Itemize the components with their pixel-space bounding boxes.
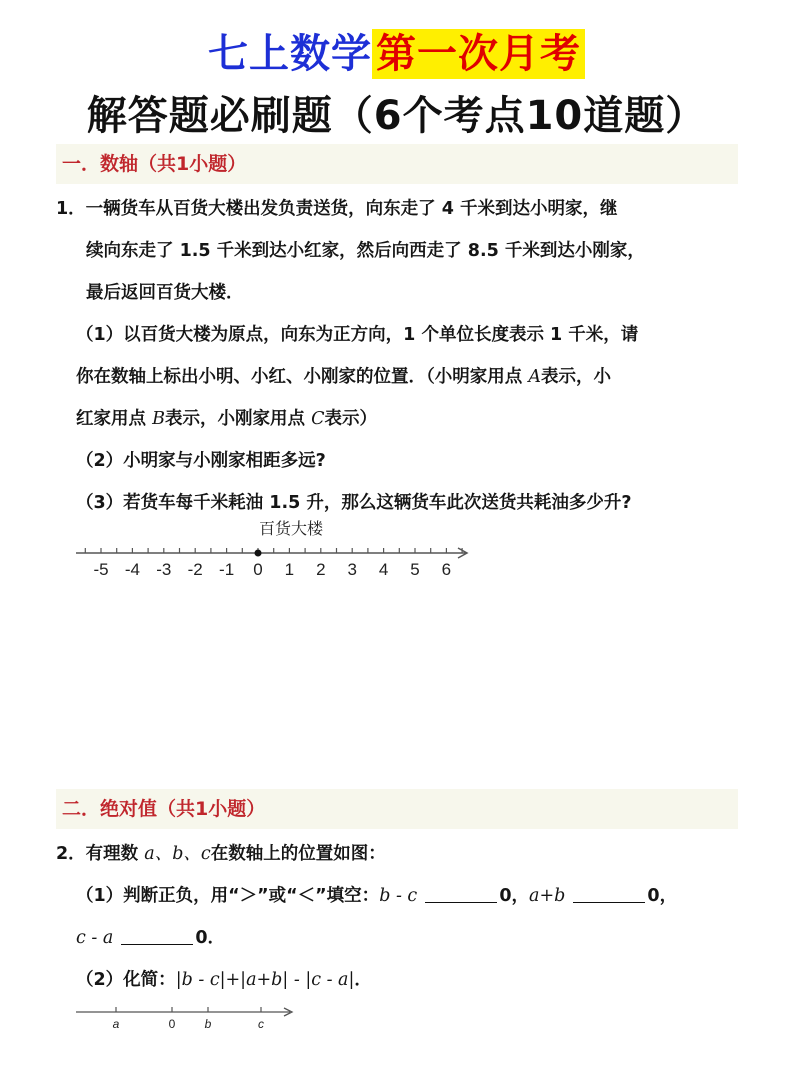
point-b-label: B	[152, 409, 165, 429]
tick-label: 4	[378, 560, 389, 579]
tick-label: -3	[156, 560, 172, 579]
q2-part1-line-2: c - a 0．	[76, 928, 226, 948]
origin-point	[255, 550, 262, 557]
section-title-number-line: 一．数轴（共1小题）	[62, 153, 247, 175]
tick-label: -4	[124, 560, 140, 579]
page-subtitle: 解答题必刷题（6个考点10道题）	[86, 93, 707, 139]
expr-b-minus-c: b - c	[379, 886, 418, 906]
answer-blank-2[interactable]	[573, 886, 645, 903]
tick-label: b	[204, 1017, 212, 1031]
q1-part3: （3）若货车每千米耗油 1.5 升，那么这辆货车此次送货共耗油多少升?	[76, 493, 632, 513]
q1-part1-line-2: 你在数轴上标出小明、小红、小刚家的位置．（小明家用点 A表示，小	[76, 367, 611, 387]
tick-label: 3	[347, 560, 357, 579]
point-c-label: C	[311, 409, 325, 429]
q2-part2: （2）化简：|b - c|+|a+b| - |c - a|．	[76, 970, 372, 990]
expr-c-minus-a: c - a	[76, 928, 114, 948]
expr-a-plus-b: a+b	[529, 886, 566, 906]
title-part-grade: 七上数学	[208, 31, 372, 77]
number-line-figure-2	[70, 998, 310, 1038]
q1-part2: （2）小明家与小刚家相距多远?	[76, 451, 326, 471]
number-line-figure-1	[70, 515, 480, 585]
origin-label: 百货大楼	[259, 521, 324, 538]
q2-stem: 2．有理数 a、b、c在数轴上的位置如图：	[56, 844, 386, 864]
answer-blank-1[interactable]	[425, 886, 497, 903]
answer-blank-3[interactable]	[121, 928, 193, 945]
tick-label: 1	[284, 560, 295, 579]
tick-label: 5	[410, 560, 420, 579]
q1-part1-line-3: 红家用点 B表示，小刚家用点 C表示）	[76, 409, 377, 429]
simplify-expression: |b - c|+|a+b| - |c - a|	[175, 970, 355, 990]
tick-label: 0	[253, 560, 263, 579]
tick-label: -1	[219, 560, 235, 579]
q1-line-2: 续向东走了 1.5 千米到达小红家，然后向西走了 8.5 千米到达小刚家，	[86, 241, 645, 261]
tick-label: -2	[187, 560, 203, 579]
tick-label: 0	[168, 1017, 176, 1031]
tick-label: c	[258, 1017, 264, 1031]
page-title	[0, 22, 793, 84]
q1-line-1: 1．一辆货车从百货大楼出发负责送货，向东走了 4 千米到达小明家，继	[56, 199, 618, 219]
tick-label: a	[112, 1017, 120, 1031]
title-part-exam: 第一次月考	[372, 29, 585, 79]
q2-variables: a、b、c	[144, 844, 211, 864]
q1-line-3: 最后返回百货大楼．	[86, 283, 244, 303]
tick-label: 6	[441, 560, 452, 579]
section-title-absolute-value: 二．绝对值（共1小题）	[62, 798, 266, 820]
tick-label: 2	[316, 560, 326, 579]
tick-label: -5	[93, 560, 109, 579]
q2-part1-line-1: （1）判断正负，用“＞”或“＜”填空：b - c 0，a+b 0，	[76, 886, 678, 906]
point-a-label: A	[528, 367, 541, 387]
q1-part1-line-1: （1）以百货大楼为原点，向东为正方向，1 个单位长度表示 1 千米，请	[76, 325, 639, 345]
